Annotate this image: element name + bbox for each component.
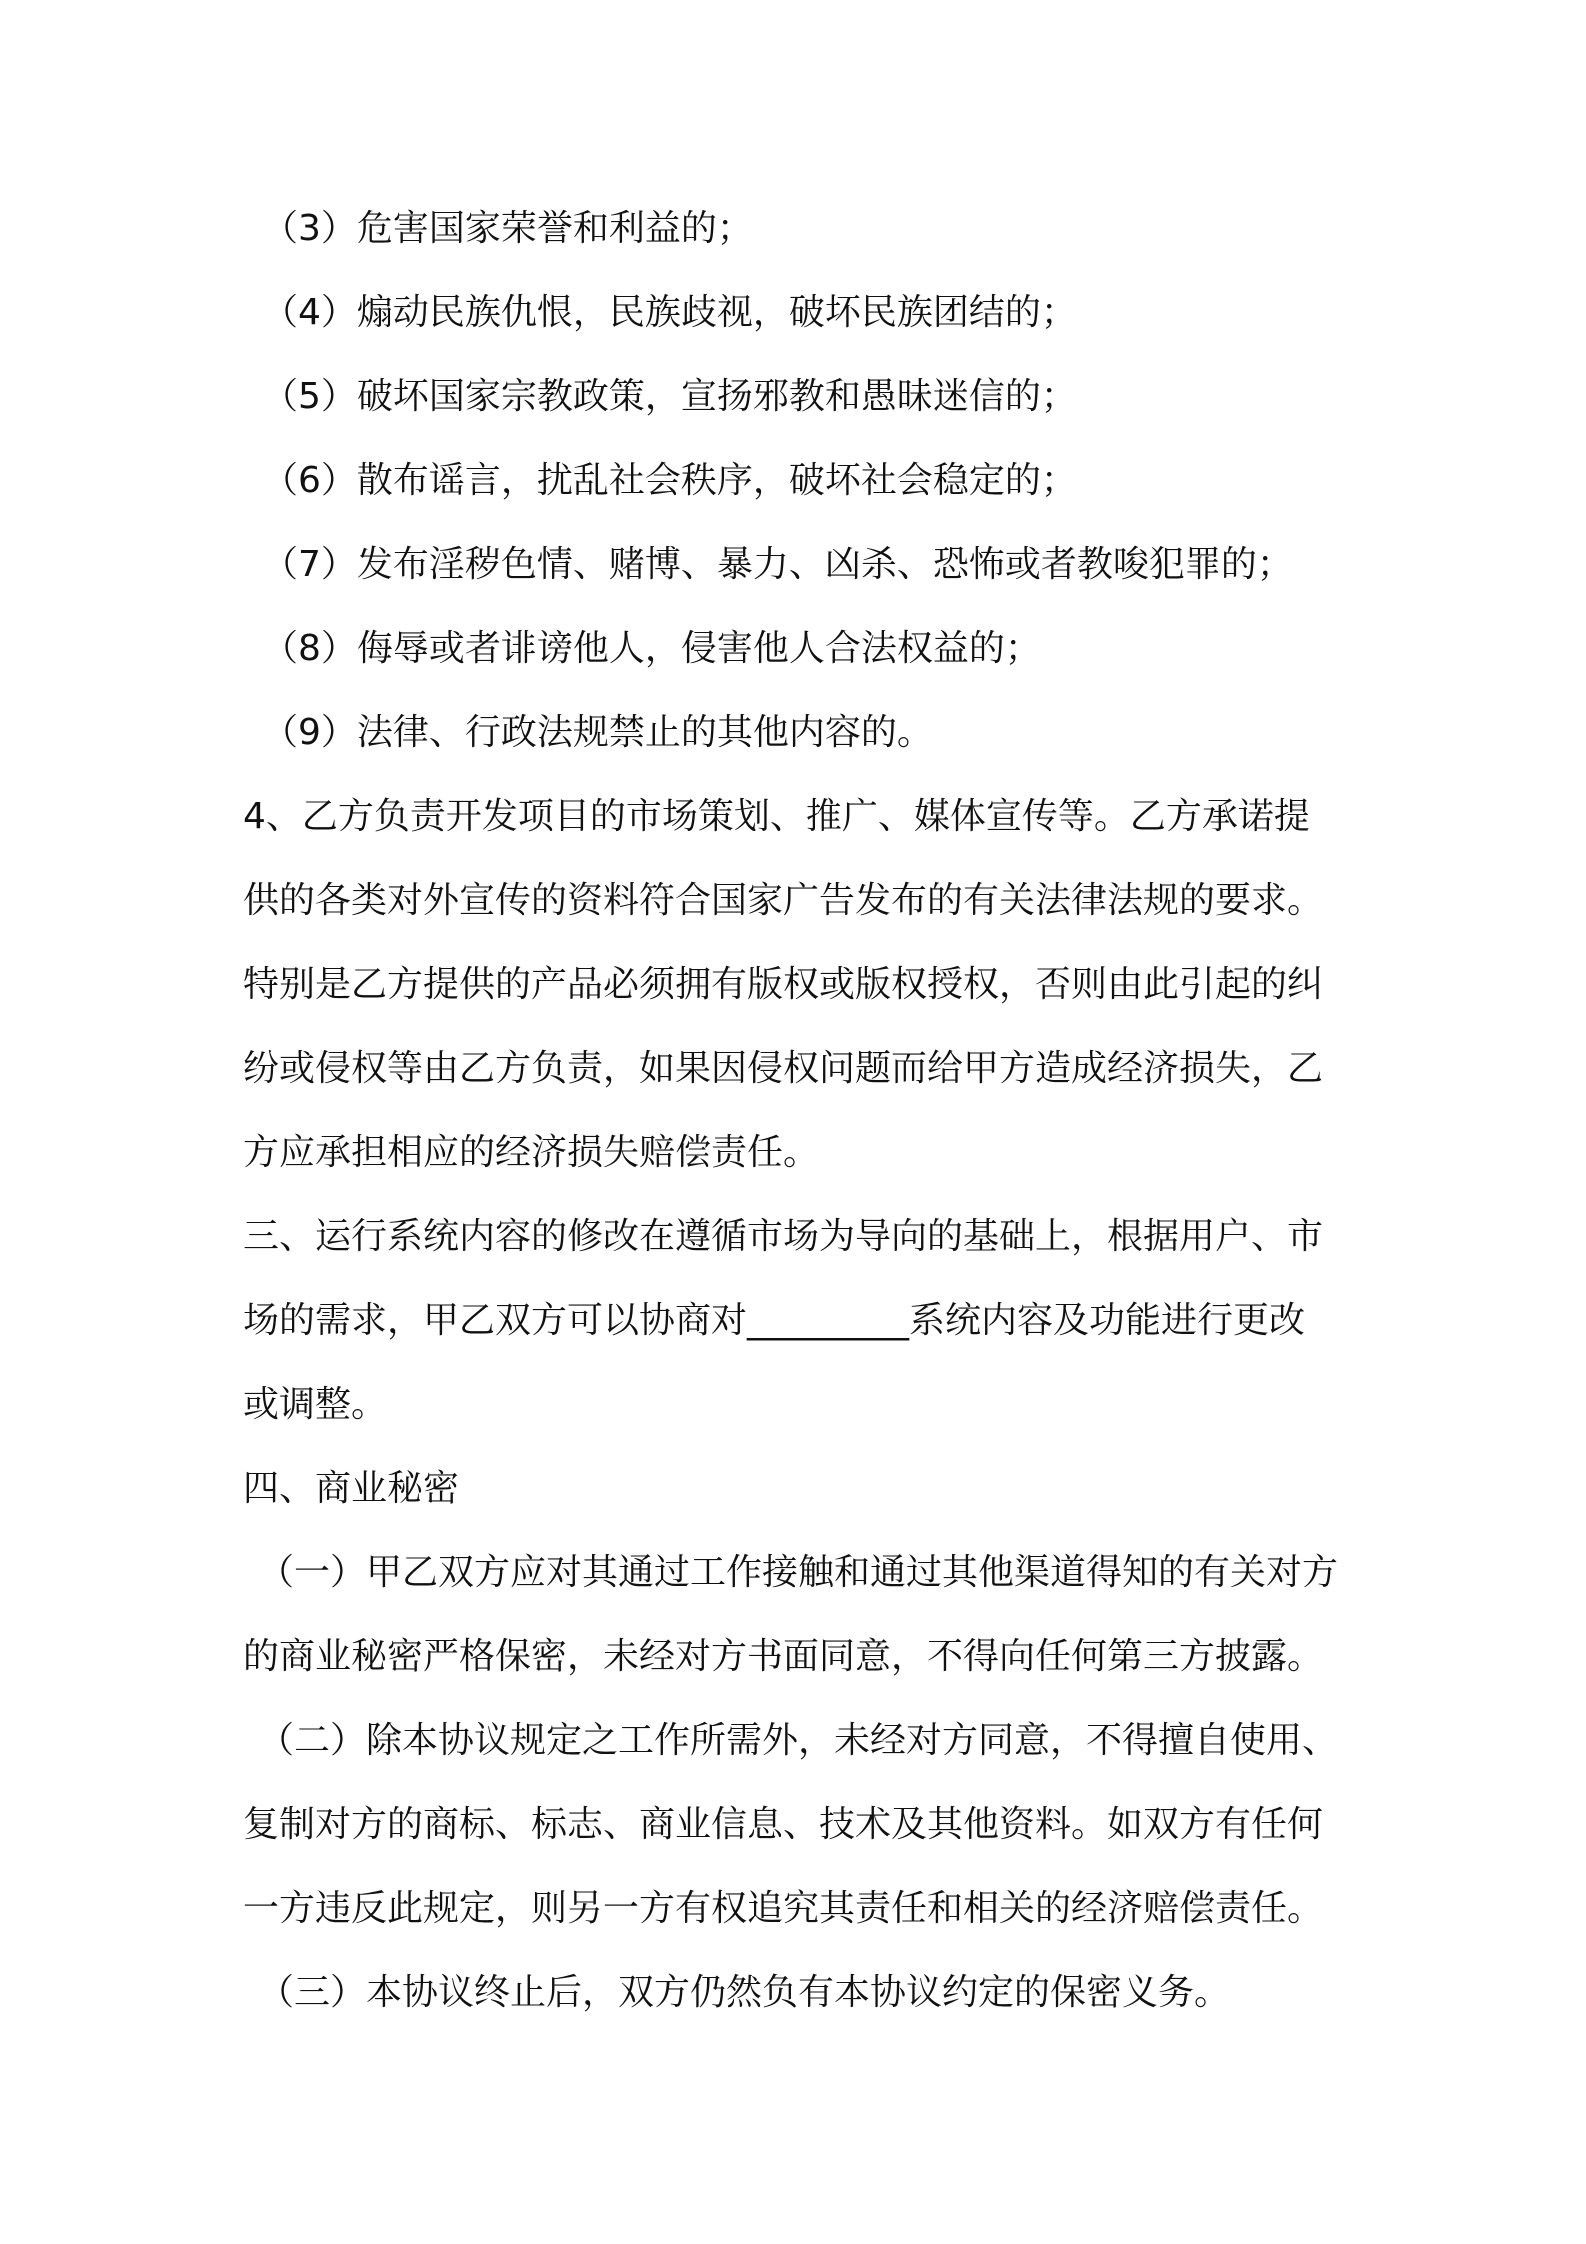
list-item: （7）发布淫秽色情、赌博、暴力、凶杀、恐怖或者教唆犯罪的； [262, 544, 1293, 585]
list-item: （8）侮辱或者诽谤他人，侵害他人合法权益的； [262, 628, 1041, 669]
clause-4-line: 4、乙方负责开发项目的市场策划、推广、媒体宣传等。乙方承诺提 [243, 796, 1310, 837]
clause-4-line: 纷或侵权等由乙方负责，如果因侵权问题而给甲方造成经济损失，乙 [243, 1048, 1324, 1089]
list-item: （9）法律、行政法规禁止的其他内容的。 [262, 712, 933, 753]
section-4-heading: 四、商业秘密 [243, 1468, 460, 1509]
list-item: （6）散布谣言，扰乱社会秩序，破坏社会稳定的； [262, 460, 1077, 501]
section-4-sub1-line: 的商业秘密严格保密，未经对方书面同意，不得向任何第三方披露。 [243, 1636, 1324, 1677]
section-4-sub2-line: 一方违反此规定，则另一方有权追究其责任和相关的经济赔偿责任。 [243, 1888, 1324, 1929]
list-item: （4）煽动民族仇恨，民族歧视，破坏民族团结的； [262, 292, 1077, 333]
list-item: （5）破坏国家宗教政策，宣扬邪教和愚昧迷信的； [262, 376, 1077, 417]
section-4-sub3-line: （三）本协议终止后，双方仍然负有本协议约定的保密义务。 [258, 1972, 1231, 2013]
section-3-line: 三、运行系统内容的修改在遵循市场为导向的基础上，根据用户、市 [243, 1216, 1324, 1257]
clause-4-line: 方应承担相应的经济损失赔偿责任。 [243, 1132, 820, 1173]
section-3-line: 场的需求，甲乙双方可以协商对_________系统内容及功能进行更改 [243, 1300, 1306, 1341]
section-4-sub1-line: （一）甲乙双方应对其通过工作接触和通过其他渠道得知的有关对方 [258, 1552, 1339, 1593]
clause-4-line: 供的各类对外宣传的资料符合国家广告发布的有关法律法规的要求。 [243, 880, 1324, 921]
list-item: （3）危害国家荣誉和利益的； [262, 208, 753, 249]
section-4-sub2-line: （二）除本协议规定之工作所需外，未经对方同意，不得擅自使用、 [258, 1720, 1339, 1761]
section-4-sub2-line: 复制对方的商标、标志、商业信息、技术及其他资料。如双方有任何 [243, 1804, 1324, 1845]
section-3-line: 或调整。 [243, 1384, 388, 1425]
clause-4-line: 特别是乙方提供的产品必须拥有版权或版权授权，否则由此引起的纠 [243, 964, 1324, 1005]
